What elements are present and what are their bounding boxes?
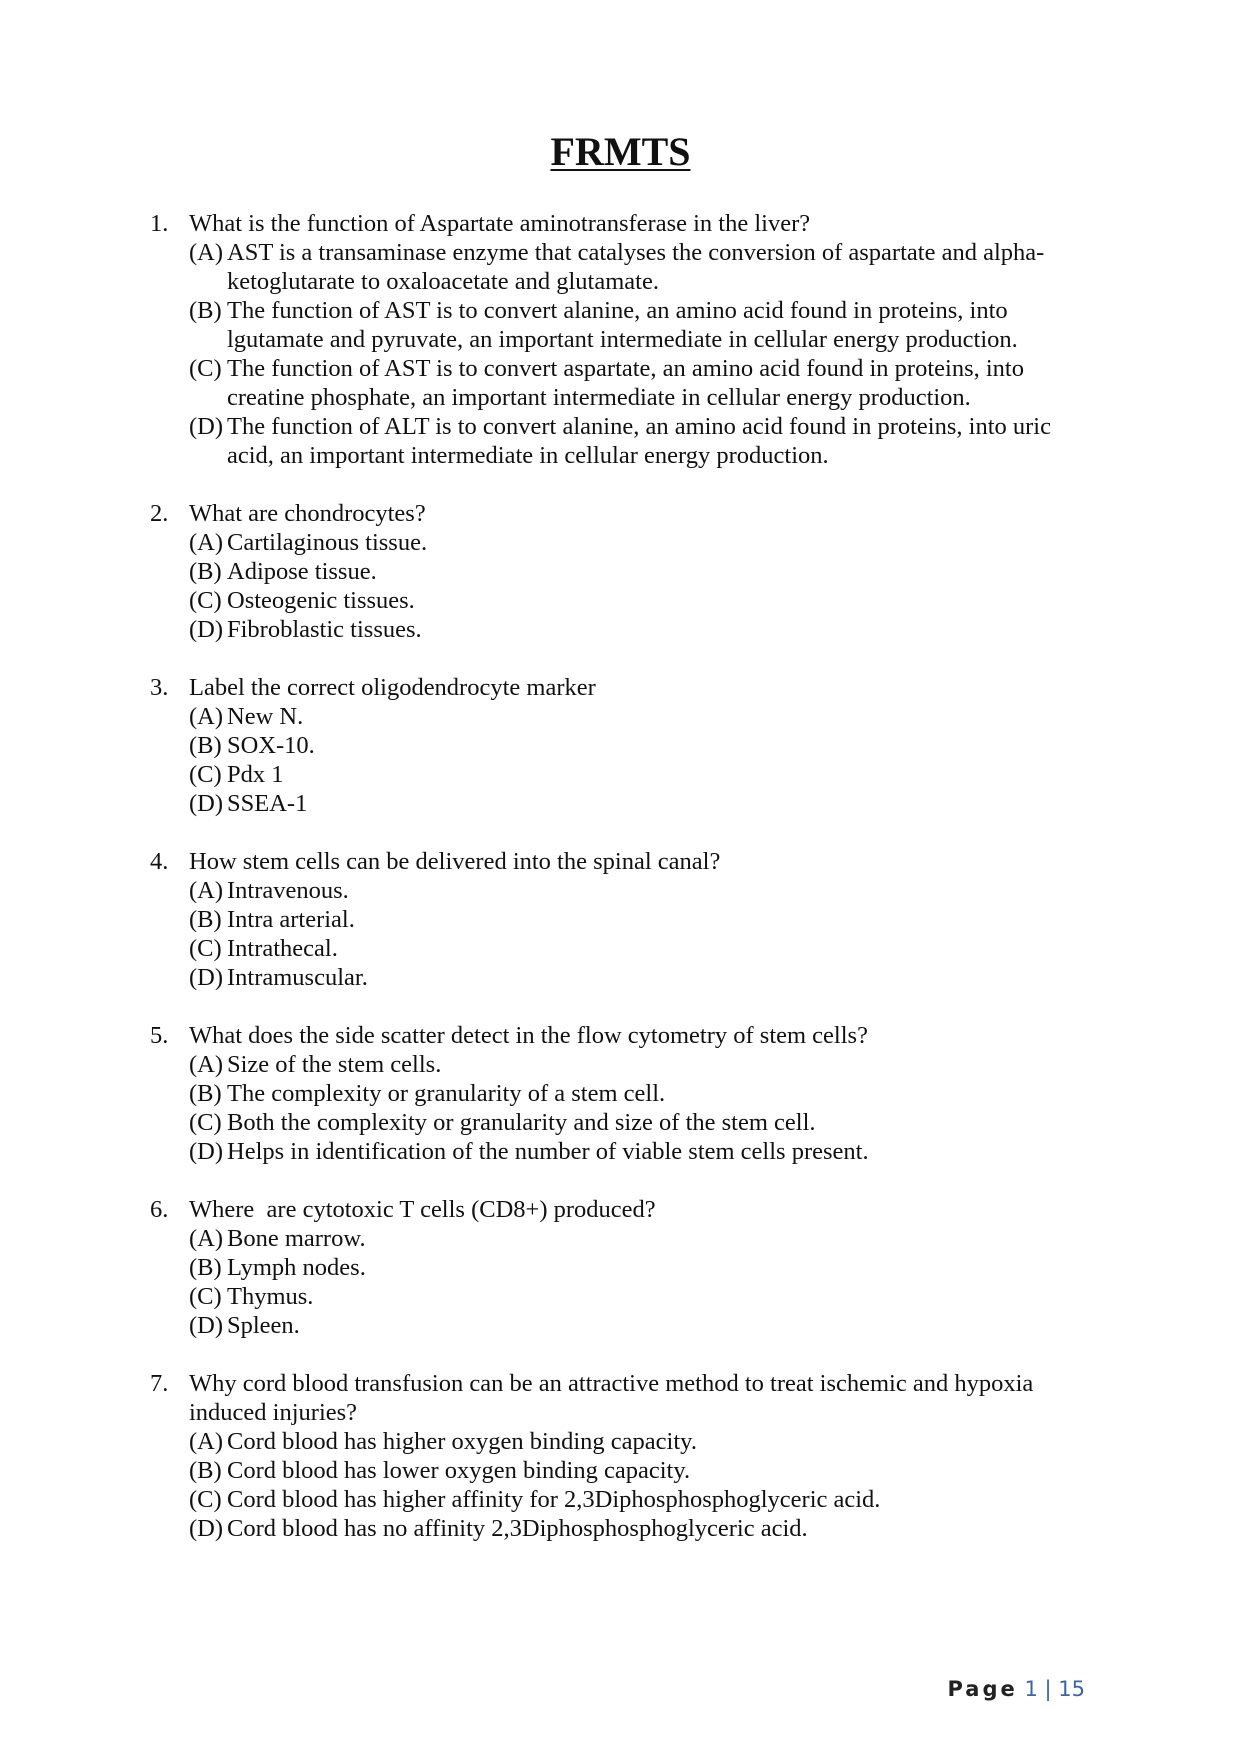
option-text: Cord blood has higher oxygen binding capacity.	[227, 1428, 697, 1455]
option-letter: (A)	[189, 877, 224, 904]
answer-option	[189, 557, 1090, 586]
option-letter: (B)	[189, 906, 222, 933]
answer-option	[189, 963, 1090, 992]
answer-option	[189, 1485, 1090, 1514]
answer-option	[189, 876, 1090, 905]
answer-option	[189, 296, 1090, 354]
option-text: Adipose tissue.	[227, 558, 377, 585]
option-letter: (A)	[189, 529, 224, 556]
option-letter: (D)	[189, 413, 224, 440]
answer-option	[189, 354, 1090, 412]
question-text: What does the side scatter detect in the flow cytometry of stem cells?	[189, 1022, 868, 1049]
question-list	[150, 209, 1090, 1572]
option-letter: (B)	[189, 1457, 222, 1484]
option-text: The function of AST is to convert aspartate, an amino acid found in proteins, into creatine phosphate, an important intermediate in cellular energy production.	[227, 355, 1024, 411]
answer-option	[189, 702, 1090, 731]
option-text: Osteogenic tissues.	[227, 587, 415, 614]
question-text: Where are cytotoxic T cells (CD8+) produced?	[189, 1196, 656, 1223]
question-item	[150, 1195, 1090, 1340]
question-number: 1.	[150, 210, 169, 237]
option-letter: (A)	[189, 703, 224, 730]
page-footer	[947, 1676, 1085, 1702]
option-text: Cord blood has lower oxygen binding capacity.	[227, 1457, 691, 1484]
option-text: Both the complexity or granularity and size of the stem cell.	[227, 1109, 816, 1136]
question-number: 7.	[150, 1370, 169, 1397]
question-text: Label the correct oligodendrocyte marker	[189, 674, 596, 701]
option-letter: (B)	[189, 297, 222, 324]
answer-option	[189, 934, 1090, 963]
question-number: 4.	[150, 848, 169, 875]
option-text: Lymph nodes.	[227, 1254, 366, 1281]
option-letter: (A)	[189, 1428, 224, 1455]
option-text: Intravenous.	[227, 877, 349, 904]
option-letter: (D)	[189, 1312, 224, 1339]
option-text: Intramuscular.	[227, 964, 368, 991]
option-letter: (A)	[189, 1225, 224, 1252]
answer-option	[189, 1137, 1090, 1166]
option-letter: (A)	[189, 1051, 224, 1078]
answer-option	[189, 412, 1090, 470]
option-text: Intrathecal.	[227, 935, 338, 962]
answer-option	[189, 731, 1090, 760]
option-text: AST is a transaminase enzyme that catalyses the conversion of aspartate and alpha-ketoglutarate to oxaloacetate and glutamate.	[227, 239, 1045, 295]
option-letter: (B)	[189, 558, 222, 585]
question-number: 5.	[150, 1022, 169, 1049]
answer-option	[189, 528, 1090, 557]
option-letter: (C)	[189, 355, 222, 382]
option-letter: (C)	[189, 1283, 222, 1310]
option-letter: (B)	[189, 732, 222, 759]
option-letter: (C)	[189, 587, 222, 614]
option-letter: (D)	[189, 616, 224, 643]
document-title: FRMTS	[550, 129, 691, 174]
option-text: SOX-10.	[227, 732, 315, 759]
option-text: Cord blood has higher affinity for 2,3Diphosphosphoglyceric acid.	[227, 1486, 881, 1513]
page-label: Page	[947, 1677, 1018, 1701]
answer-option	[189, 1050, 1090, 1079]
answer-option	[189, 1456, 1090, 1485]
option-letter: (C)	[189, 761, 222, 788]
option-letter: (C)	[189, 935, 222, 962]
question-number: 6.	[150, 1196, 169, 1223]
answer-option	[189, 1108, 1090, 1137]
question-text: Why cord blood transfusion can be an attractive method to treat ischemic and hypoxia induced injuries?	[189, 1370, 1034, 1426]
question-number: 3.	[150, 674, 169, 701]
answer-option	[189, 1311, 1090, 1340]
question-item	[150, 499, 1090, 644]
answer-option	[189, 1079, 1090, 1108]
option-text: Size of the stem cells.	[227, 1051, 442, 1078]
answer-option	[189, 760, 1090, 789]
answer-option	[189, 615, 1090, 644]
answer-option	[189, 1427, 1090, 1456]
option-letter: (D)	[189, 964, 224, 991]
option-text: Helps in identification of the number of viable stem cells present.	[227, 1138, 869, 1165]
answer-option	[189, 789, 1090, 818]
option-letter: (B)	[189, 1080, 222, 1107]
question-item	[150, 847, 1090, 992]
option-text: New N.	[227, 703, 304, 730]
option-letter: (C)	[189, 1109, 222, 1136]
answer-option	[189, 1253, 1090, 1282]
page-number: 1	[1024, 1677, 1038, 1701]
answer-option	[189, 1224, 1090, 1253]
page-total: 15	[1058, 1677, 1085, 1701]
option-text: Pdx 1	[227, 761, 284, 788]
question-number: 2.	[150, 500, 169, 527]
option-letter: (C)	[189, 1486, 222, 1513]
question-item	[150, 1369, 1090, 1543]
question-item	[150, 1021, 1090, 1166]
answer-option	[189, 905, 1090, 934]
question-item	[150, 673, 1090, 818]
option-text: The function of AST is to convert alanine, an amino acid found in proteins, into lgutamate and pyruvate, an important intermediate in cellular energy production.	[227, 297, 1018, 353]
answer-option	[189, 586, 1090, 615]
answer-option	[189, 1282, 1090, 1311]
question-text: How stem cells can be delivered into the spinal canal?	[189, 848, 721, 875]
option-text: Bone marrow.	[227, 1225, 366, 1252]
option-text: The function of ALT is to convert alanine, an amino acid found in proteins, into uric acid, an important intermediate in cellular energy production.	[227, 413, 1051, 469]
answer-option	[189, 238, 1090, 296]
option-text: Spleen.	[227, 1312, 300, 1339]
answer-option	[189, 1514, 1090, 1543]
question-text: What are chondrocytes?	[189, 500, 426, 527]
question-text: What is the function of Aspartate aminotransferase in the liver?	[189, 210, 811, 237]
option-text: Cartilaginous tissue.	[227, 529, 428, 556]
option-text: Fibroblastic tissues.	[227, 616, 422, 643]
page-separator: |	[1044, 1677, 1052, 1701]
question-item	[150, 209, 1090, 470]
option-text: Intra arterial.	[227, 906, 355, 933]
option-text: The complexity or granularity of a stem cell.	[227, 1080, 666, 1107]
option-letter: (D)	[189, 1515, 224, 1542]
option-text: Thymus.	[227, 1283, 314, 1310]
option-text: Cord blood has no affinity 2,3Diphosphosphoglyceric acid.	[227, 1515, 808, 1542]
option-letter: (D)	[189, 790, 224, 817]
option-letter: (B)	[189, 1254, 222, 1281]
option-letter: (D)	[189, 1138, 224, 1165]
option-text: SSEA-1	[227, 790, 308, 817]
option-letter: (A)	[189, 239, 224, 266]
